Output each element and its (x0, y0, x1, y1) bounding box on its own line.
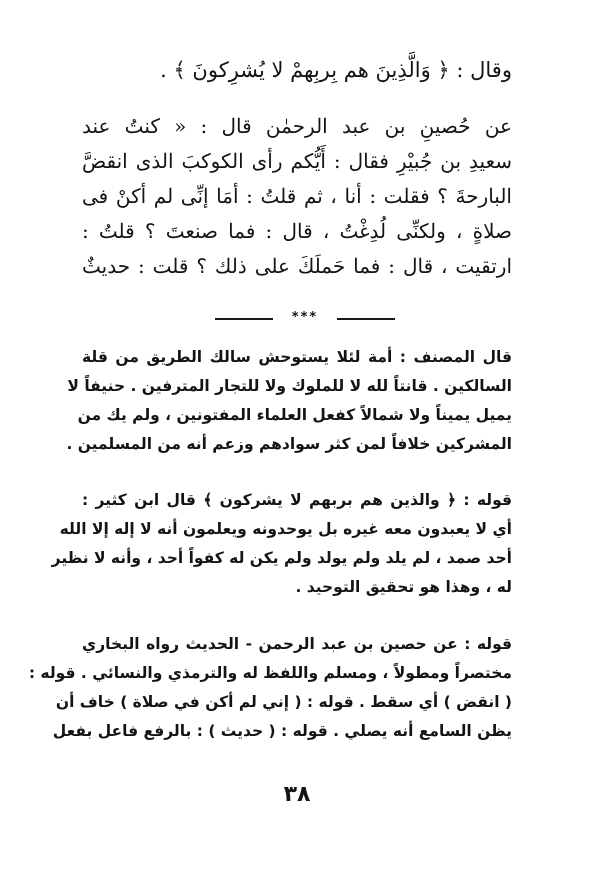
commentary-line: ( انقض ) أي سقط . قوله : ( إني لم أكن في صلاة ) خاف أن (55, 693, 512, 711)
section-divider (215, 308, 395, 328)
hadith-line: عن حُصينِ بن عبد الرحمٰن قال : « كنتُ عند (82, 114, 512, 138)
commentary-line: أحد صمد ، لم يلد ولم يولد ولم يكن له كفواً أحد ، وأنه لا نظير (51, 549, 512, 567)
hadith-line: سعيدِ بن جُبيْرِ فقال : أَيُّكم رأى الكوكبَ الذى انقضَّ (82, 149, 512, 173)
divider-stars: *** (291, 310, 319, 325)
commentary-line: السالكين . قانتاً لله لا للملوك ولا للتجار المترفين . حنيفاً لا (67, 377, 512, 395)
hadith-line: ارتقيت ، قال : فما حَملَكَ على ذلك ؟ قلت : حديثٌ (82, 254, 512, 278)
hadith-line: البارحةَ ؟ فقلت : أنا ، ثم قلتُ : أمَا إنِّى لم أكنْ فى (82, 184, 512, 208)
commentary-line: قال المصنف : أمة لئلا يستوحش سالك الطريق من قلة (82, 348, 512, 366)
commentary-line: يظن السامع أنه يصلي . قوله : ( حديث ) : بالرفع فاعل بفعل (52, 722, 512, 740)
commentary-line: أي لا يعبدون معه غيره بل يوحدونه ويعلمون أنه لا إله إلا الله (59, 520, 512, 538)
hadith-line: صلاةٍ ، ولكنِّى لُدِغْتُ ، قال : فما صنعتَ ؟ قلتُ : (82, 219, 512, 243)
page-number: ٣٨ (283, 782, 311, 807)
commentary-line: له ، وهذا هو تحقيق التوحيد . (295, 578, 512, 596)
divider-rule-left (215, 318, 273, 320)
commentary-line: قوله : ﴿ والذين هم بربهم لا يشركون ﴾ قال ابن كثير : (82, 491, 512, 509)
divider-rule-right (337, 318, 395, 320)
commentary-line: قوله : عن حصين بن عبد الرحمن - الحديث رواه البخاري (82, 635, 512, 653)
commentary-line: المشركين خلافاً لمن كثر سوادهم وزعم أنه من المسلمين . (66, 435, 512, 453)
commentary-line: يميل يميناً ولا شمالاً كفعل العلماء المفتونين ، ولم يك من (77, 406, 512, 424)
verse-quote-line: وقال : ﴿ وَالَّذِينَ هم بِربِهمْ لا يُشرِكونَ ﴾ . (160, 58, 512, 82)
commentary-line: مختصراً ومطولاً ، ومسلم واللفظ له والترمذي والنسائي . قوله : (28, 664, 512, 682)
